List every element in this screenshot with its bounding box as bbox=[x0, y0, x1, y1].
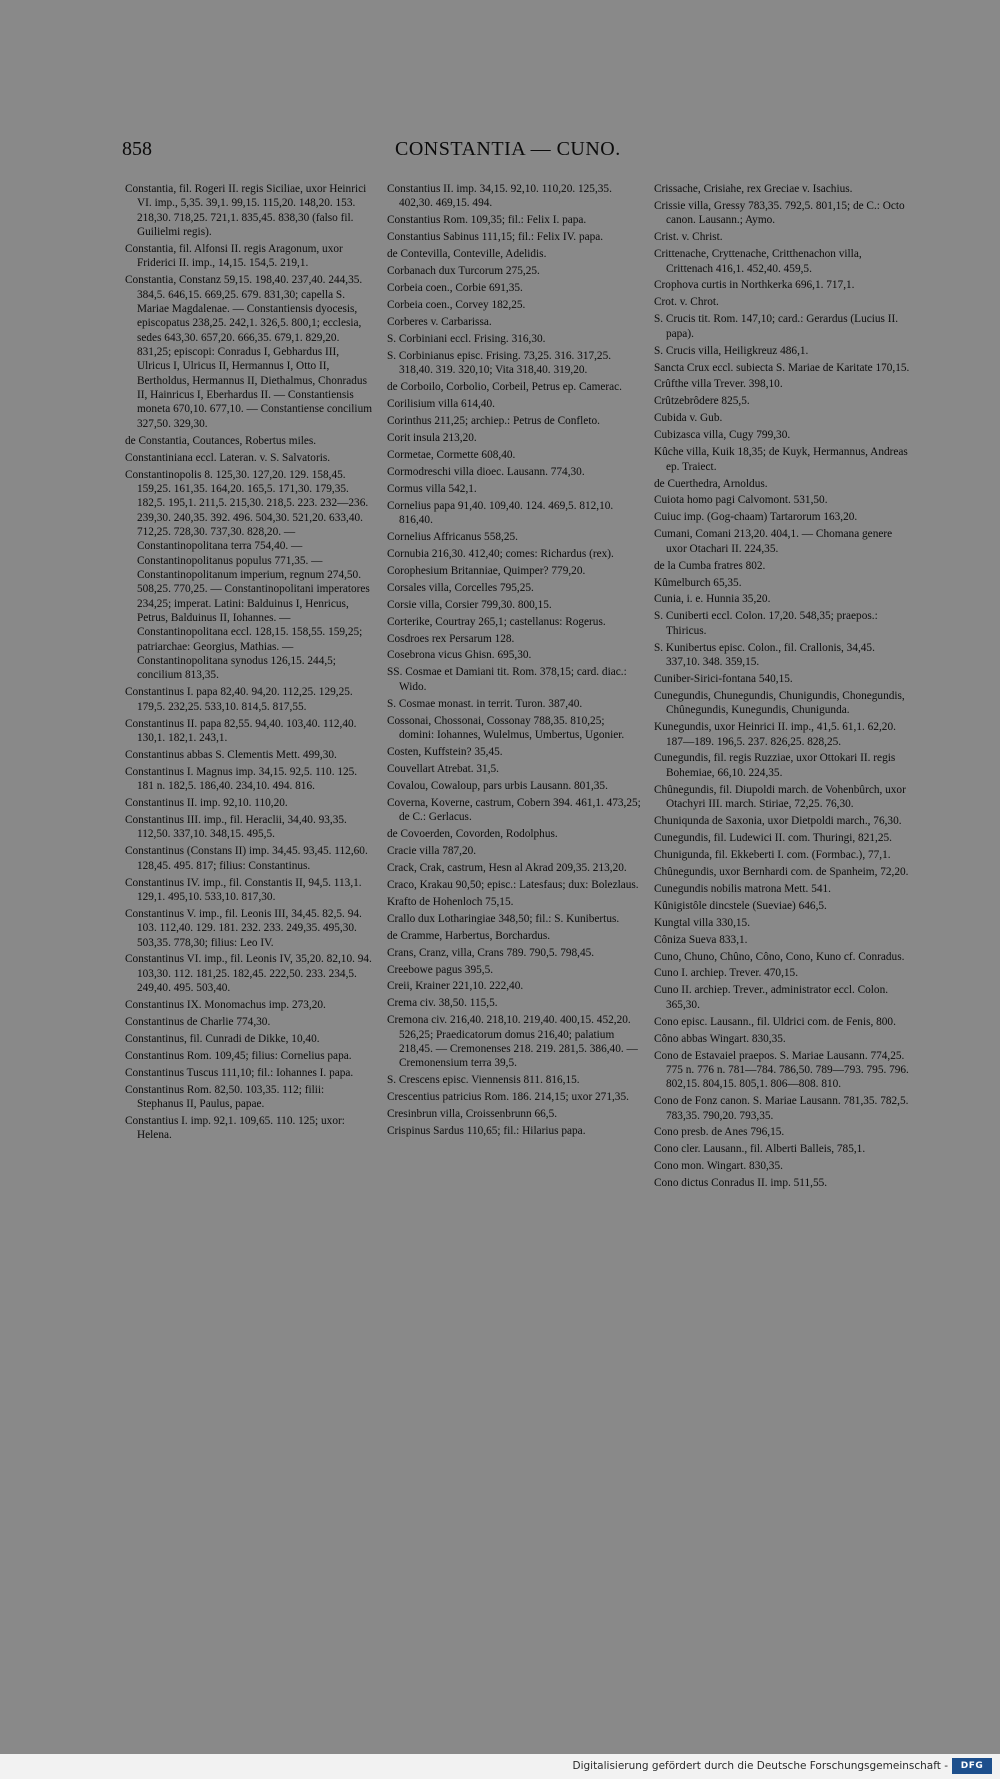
index-entry: Craco, Krakau 90,50; episc.: Latesfaus; dux: Bolezlaus. bbox=[387, 878, 639, 891]
index-entry: Cunegundis nobilis matrona Mett. 541. bbox=[654, 882, 831, 895]
index-entry: Corit insula 213,20. bbox=[387, 431, 477, 444]
index-column-right bbox=[654, 182, 910, 1193]
index-entry: Cuiuc imp. (Gog-chaam) Tartarorum 163,20. bbox=[654, 511, 858, 524]
index-entry: Cono dictus Conradus II. imp. 511,55. bbox=[654, 1177, 828, 1190]
index-entry: Creebowe pagus 395,5. bbox=[387, 963, 494, 976]
index-entry: Constantius I. imp. 92,1. 109,65. 110. 125; uxor: Helena. bbox=[125, 1115, 345, 1142]
index-entry: Cono cler. Lausann., fil. Alberti Balleis, 785,1. bbox=[654, 1143, 866, 1156]
index-entry: Constantinus IV. imp., fil. Constantis II, 94,5. 113,1. 129,1. 495,10. 533,10. 817,30. bbox=[125, 876, 362, 903]
index-entry: Crallo dux Lotharingiae 348,50; fil.: S. Kunibertus. bbox=[387, 912, 620, 925]
index-entry: Crittenache, Cryttenache, Critthenachon villa, Crittenach 416,1. 452,40. 459,5. bbox=[654, 248, 862, 275]
index-entry: Constantinus III. imp., fil. Heraclii, 34,40. 93,35. 112,50. 337,10. 348,15. 495,5. bbox=[125, 813, 347, 841]
index-entry: Sancta Crux eccl. subiecta S. Mariae de Karitate 170,15. bbox=[654, 361, 910, 374]
index-entry: Cremona civ. 216,40. 218,10. 219,40. 400,15. 452,20. 526,25; Praedicatorum domus 216,40; palatium 218,45. — Cremonenses 218. 219. 281,5. 386,40. — Cremonensium terra 39,5. bbox=[387, 1014, 638, 1070]
index-entry: Cuniber-Sirici-fontana 540,15. bbox=[654, 672, 793, 685]
footer-bar bbox=[0, 1754, 1000, 1779]
dfg-logo: DFG bbox=[952, 1758, 992, 1774]
index-entry: Couvellart Atrebat. 31,5. bbox=[387, 762, 500, 775]
index-entry: Constantinus de Charlie 774,30. bbox=[125, 1016, 271, 1028]
index-entry: Cornelius Affricanus 558,25. bbox=[387, 530, 518, 543]
index-entry: Cracie villa 787,20. bbox=[387, 844, 477, 857]
index-entry: Cormus villa 542,1. bbox=[387, 482, 477, 495]
index-entry: Cono episc. Lausann., fil. Uldrici com. de Fenis, 800. bbox=[654, 1015, 896, 1028]
index-entry: Constantius II. imp. 34,15. 92,10. 110,20. 125,35. 402,30. 469,15. 494. bbox=[387, 183, 612, 210]
index-entry: Chuniqunda de Saxonia, uxor Dietpoldi march., 76,30. bbox=[654, 815, 902, 828]
index-entry: Kûnigistôle dincstele (Sueviae) 646,5. bbox=[654, 899, 827, 912]
index-entry: Côno abbas Wingart. 830,35. bbox=[654, 1032, 786, 1045]
index-entry: de la Cumba fratres 802. bbox=[654, 559, 766, 572]
index-entry: Crissache, Crisiahe, rex Greciae v. Isachius. bbox=[654, 183, 853, 195]
index-entry: Cono de Estavaiel praepos. S. Mariae Lausann. 774,25. 775 n. 776 n. 781—784. 786,50. 789—793. 795. 796. 802,15. 804,15. 805,1. 806—808. 810. bbox=[654, 1049, 909, 1091]
index-entry: Chûnegundis, uxor Bernhardi com. de Spanheim, 72,20. bbox=[654, 865, 909, 878]
index-entry: S. Crucis tit. Rom. 147,10; card.: Gerardus (Lucius II. papa). bbox=[654, 313, 899, 340]
index-entry: Kunegundis, uxor Heinrici II. imp., 41,5. 61,1. 62,20. 187—189. 196,5. 237. 826,25. 828,25. bbox=[654, 721, 896, 748]
index-entry: Constantinus (Constans II) imp. 34,45. 93,45. 112,60. 128,45. 495. 817; filius: Constantinus. bbox=[125, 845, 368, 872]
index-entry: Cunia, i. e. Hunnia 35,20. bbox=[654, 593, 771, 606]
index-entry: Crissie villa, Gressy 783,35. 792,5. 801,15; de C.: Octo canon. Lausann.; Aymo. bbox=[654, 199, 905, 227]
index-entry: Cunegundis, fil. Ludewici II. com. Thuringi, 821,25. bbox=[654, 831, 892, 844]
index-entry: Crema civ. 38,50. 115,5. bbox=[387, 997, 498, 1010]
index-entry: Cuno I. archiep. Trever. 470,15. bbox=[654, 967, 799, 980]
index-entry: Crûfthe villa Trever. 398,10. bbox=[654, 378, 783, 391]
index-entry: Corbeia coen., Corbie 691,35. bbox=[387, 282, 523, 295]
index-entry: Cono mon. Wingart. 830,35. bbox=[654, 1160, 783, 1173]
index-entry: Crans, Cranz, villa, Crans 789. 790,5. 798,45. bbox=[387, 946, 595, 959]
page-number: 858 bbox=[122, 138, 152, 160]
funding-notice: Digitalisierung gefördert durch die Deutsche Forschungsgemeinschaft - bbox=[572, 1760, 948, 1772]
index-entry: Constantius Rom. 109,35; fil.: Felix I. papa. bbox=[387, 214, 587, 227]
index-entry: S. Corbiniani eccl. Frising. 316,30. bbox=[387, 332, 546, 345]
index-entry: S. Crucis villa, Heiligkreuz 486,1. bbox=[654, 344, 809, 357]
index-entry: Crack, Crak, castrum, Hesn al Akrad 209,35. 213,20. bbox=[387, 861, 627, 874]
index-entry: Cubida v. Gub. bbox=[654, 412, 723, 425]
index-entry: de Constantia, Coutances, Robertus miles. bbox=[125, 434, 317, 447]
index-entry: Cubizasca villa, Cugy 799,30. bbox=[654, 429, 791, 442]
index-entry: Constantinus I. papa 82,40. 94,20. 112,25. 129,25. 179,5. 232,25. 533,10. 814,5. 817,55. bbox=[125, 686, 353, 713]
index-entry: Krafto de Hohenloch 75,15. bbox=[387, 895, 514, 908]
index-entry: S. Corbinianus episc. Frising. 73,25. 316. 317,25. 318,40. 319. 320,10; Vita 318,40. 319,20. bbox=[387, 349, 612, 377]
index-entry: Cumani, Comani 213,20. 404,1. — Chomana genere uxor Otachari II. 224,35. bbox=[654, 528, 893, 555]
index-entry: Corbeia coen., Corvey 182,25. bbox=[387, 298, 526, 311]
index-entry: Corbanach dux Turcorum 275,25. bbox=[387, 265, 540, 278]
index-entry: Cunegundis, Chunegundis, Chunigundis, Chonegundis, Chûnegundis, Kunegundis, Chunigunda. bbox=[654, 689, 905, 717]
index-entry: Constantia, Constanz 59,15. 198,40. 237,40. 244,35. 384,5. 646,15. 669,25. 679. 831,30; capella S. Mariae Magdalenae. — Constantiensis dyocesis, episcopatus 238,25. 242,1. 326,5. 800,1; ecclesia, sedes 643,30. 657,20. 666,35. 679,1. 829,20. 831,25; episcopi: Conradus I, Gebhardus III, Ulricus I, Ulricus II, Hermannus I, Otto II, Bertholdus, Hermannus II, Diethalmus, Chonradus II, Hainricus I, Eberhardus II. — Constantiensis moneta 670,10. 677,10. — Constantiense concilium 327,50. 329,30. bbox=[125, 274, 373, 430]
index-entry: Cuno II. archiep. Trever., administrator eccl. Colon. 365,30. bbox=[654, 984, 889, 1011]
index-entry: Constantinus, fil. Cunradi de Dikke, 10,40. bbox=[125, 1032, 320, 1045]
index-entry: Corsales villa, Corcelles 795,25. bbox=[387, 581, 534, 594]
index-entry: S. Cosmae monast. in territ. Turon. 387,40. bbox=[387, 697, 583, 710]
index-entry: de Corboilo, Corbolio, Corbeil, Petrus ep. Camerac. bbox=[387, 381, 622, 394]
index-entry: Cono de Fonz canon. S. Mariae Lausann. 781,35. 782,5. 783,35. 790,20. 793,35. bbox=[654, 1095, 909, 1122]
index-entry: Constantinus Rom. 82,50. 103,35. 112; filii: Stephanus II, Paulus, papae. bbox=[125, 1083, 325, 1111]
index-entry: Corsie villa, Corsier 799,30. 800,15. bbox=[387, 598, 552, 611]
index-entry: Crûtzebrôdere 825,5. bbox=[654, 395, 750, 408]
index-entry: Constantinus VI. imp., fil. Leonis IV, 35,20. 82,10. 94. 103,30. 112. 181,25. 182,45. 222,50. 233. 234,5. 249,40. 495. 503,40. bbox=[125, 953, 372, 995]
index-entry: Cormodreschi villa dioec. Lausann. 774,30. bbox=[387, 465, 585, 478]
index-entry: Crot. v. Chrot. bbox=[654, 296, 719, 309]
index-entry: Cossonai, Chossonai, Cossonay 788,35. 810,25; domini: Iohannes, Wulelmus, Umbertus, Ugonier. bbox=[387, 714, 625, 741]
index-entry: Cormetae, Cormette 608,40. bbox=[387, 448, 516, 461]
index-entry: Costen, Kuffstein? 35,45. bbox=[387, 745, 503, 758]
index-entry: Constantinus abbas S. Clementis Mett. 499,30. bbox=[125, 748, 337, 761]
index-entry: S. Cuniberti eccl. Colon. 17,20. 548,35; praepos.: Thiricus. bbox=[654, 610, 878, 637]
index-entry: Corilisium villa 614,40. bbox=[387, 398, 495, 410]
index-entry: S. Kunibertus episc. Colon., fil. Crallonis, 34,45. 337,10. 348. 359,15. bbox=[654, 641, 875, 669]
index-entry: Corophesium Britanniae, Quimper? 779,20. bbox=[387, 564, 586, 577]
index-entry: Cono presb. de Anes 796,15. bbox=[654, 1126, 785, 1139]
index-entry: Constantiniana eccl. Lateran. v. S. Salvatoris. bbox=[125, 451, 331, 464]
index-entry: Covalou, Cowaloup, pars urbis Lausann. 801,35. bbox=[387, 779, 608, 792]
index-entry: Corberes v. Carbarissa. bbox=[387, 315, 492, 328]
index-entry: Côniza Sueva 833,1. bbox=[654, 933, 748, 946]
index-entry: Constantia, fil. Rogeri II. regis Siciliae, uxor Heinrici VI. imp., 5,35. 39,1. 99,15. 115,20. 148,20. 153. 218,30. 718,25. 721,1. 835,45. 838,30 (falso fil. Guilielmi regis). bbox=[125, 183, 367, 239]
index-entry: Cosebrona vicus Ghisn. 695,30. bbox=[387, 649, 532, 662]
running-head-title: CONSTANTIA — CUNO. bbox=[395, 138, 621, 160]
index-entry: de Contevilla, Conteville, Adelidis. bbox=[387, 248, 547, 261]
index-entry: Crophova curtis in Northkerka 696,1. 717,1. bbox=[654, 279, 855, 292]
index-entry: de Cramme, Harbertus, Borchardus. bbox=[387, 929, 551, 942]
index-entry: Constantia, fil. Alfonsi II. regis Aragonum, uxor Friderici II. imp., 14,15. 154,5. 219,1. bbox=[125, 242, 343, 270]
index-entry: Corinthus 211,25; archiep.: Petrus de Confleto. bbox=[387, 414, 600, 427]
index-entry: de Covoerden, Covorden, Rodolphus. bbox=[387, 828, 558, 840]
index-entry: Creii, Krainer 221,10. 222,40. bbox=[387, 980, 524, 993]
index-entry: Cunegundis, fil. regis Ruzziae, uxor Ottokari II. regis Bohemiae, 66,10. 224,35. bbox=[654, 752, 896, 779]
index-entry: Kungtal villa 330,15. bbox=[654, 916, 751, 929]
index-column-middle bbox=[387, 182, 642, 1141]
index-entry: de Cuerthedra, Arnoldus. bbox=[654, 477, 768, 490]
index-entry: Constantius Sabinus 111,15; fil.: Felix IV. papa. bbox=[387, 231, 604, 244]
index-entry: Constantinus I. Magnus imp. 34,15. 92,5. 110. 125. 181 n. 182,5. 186,40. 234,10. 494. 816. bbox=[125, 765, 358, 793]
index-entry: Cosdroes rex Persarum 128. bbox=[387, 632, 515, 645]
index-entry: Corterike, Courtray 265,1; castellanus: Rogerus. bbox=[387, 615, 606, 628]
index-entry: Kûmelburch 65,35. bbox=[654, 576, 742, 589]
index-entry: Cornubia 216,30. 412,40; comes: Richardus (rex). bbox=[387, 547, 614, 560]
index-entry: Constantinopolis 8. 125,30. 127,20. 129. 158,45. 159,25. 161,35. 164,20. 165,5. 171,30. 179,35. 182,5. 195,1. 211,5. 215,30. 218,5. 223. 232—236. 239,30. 240,35. 392. 496. 504,30. 521,20. 633,40. 712,25. 728,30. 737,30. 828,20. — Constantinopolitana terra 754,40. — Constantinopolitanus populus 771,35. — Constantinopolitanum imperium, regnum 274,50. 508,25. 770,25. — Constantinopolitani imperatores 234,25; imperat. Latini: Balduinus I, Henricus, Petrus, Balduinus II, Iohannes. — Constantinopolitana eccl. 128,15. 158,55. 159,25; patriarchae: Georgius, Mathias. — Constantinopolitana synodus 126,15. 244,5; concilium 813,35. bbox=[125, 468, 370, 682]
index-entry: Crispinus Sardus 110,65; fil.: Hilarius papa. bbox=[387, 1125, 586, 1138]
index-entry: Constantinus IX. Monomachus imp. 273,20. bbox=[125, 999, 326, 1012]
index-entry: SS. Cosmae et Damiani tit. Rom. 378,15; card. diac.: Wido. bbox=[387, 666, 627, 693]
index-entry: Crescentius patricius Rom. 186. 214,15; uxor 271,35. bbox=[387, 1091, 629, 1104]
index-entry: Crist. v. Christ. bbox=[654, 231, 723, 244]
index-entry: S. Crescens episc. Viennensis 811. 816,15. bbox=[387, 1074, 580, 1087]
index-entry: Constantinus II. papa 82,55. 94,40. 103,40. 112,40. 130,1. 182,1. 243,1. bbox=[125, 717, 357, 744]
index-entry: Constantinus V. imp., fil. Leonis III, 34,45. 82,5. 94. 103. 112,40. 129. 181. 232. 233. 249,35. 495,30. 503,35. 778,30; filius: Leo IV. bbox=[125, 907, 362, 949]
index-entry: Cornelius papa 91,40. 109,40. 124. 469,5. 812,10. 816,40. bbox=[387, 499, 614, 526]
index-column-left bbox=[125, 182, 373, 1145]
index-entry: Chûnegundis, fil. Diupoldi march. de Vohenbûrch, uxor Otachyri III. march. Stiriae, 72,25. 76,30. bbox=[654, 783, 906, 811]
index-entry: Kûche villa, Kuik 18,35; de Kuyk, Hermannus, Andreas ep. Traiect. bbox=[654, 446, 908, 473]
index-entry: Chunigunda, fil. Ekkeberti I. com. (Formbac.), 77,1. bbox=[654, 848, 891, 861]
index-entry: Constantinus Tuscus 111,10; fil.: Iohannes I. papa. bbox=[125, 1066, 354, 1079]
index-entry: Cuiota homo pagi Calvomont. 531,50. bbox=[654, 494, 828, 507]
index-entry: Cresinbrun villa, Croissenbrunn 66,5. bbox=[387, 1108, 558, 1121]
index-entry: Cuno, Chuno, Chûno, Côno, Cono, Kuno cf. Conradus. bbox=[654, 950, 905, 963]
index-entry: Constantinus II. imp. 92,10. 110,20. bbox=[125, 797, 288, 810]
index-entry: Coverna, Koverne, castrum, Cobern 394. 461,1. 473,25; de C.: Gerlacus. bbox=[387, 796, 641, 824]
index-entry: Constantinus Rom. 109,45; filius: Cornelius papa. bbox=[125, 1049, 352, 1062]
